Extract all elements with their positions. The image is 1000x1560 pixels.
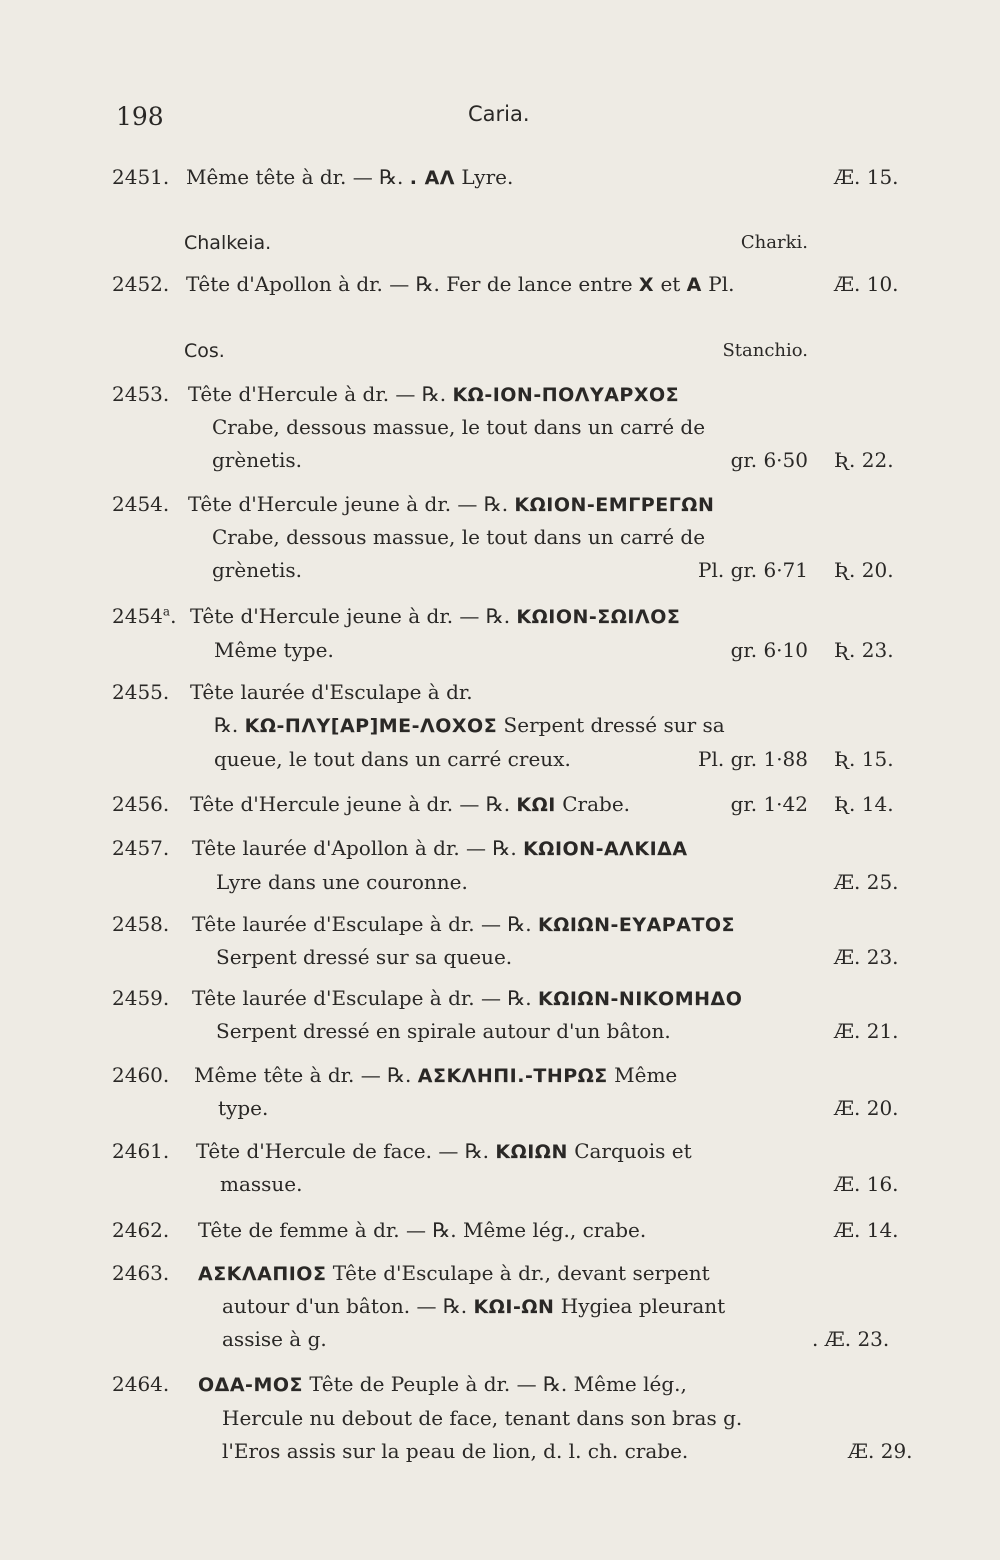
- greek-legend: ΚΩ-ΠΛΥ[ΑΡ]ΜΕ-ΛΟΧΟΣ: [244, 715, 498, 737]
- section-title: Chalkeia.: [184, 232, 272, 254]
- entry-2464-line-1: 2464. ΟΔΑ-ΜΟΣ Tête de Peuple à dr. — ℞. Même lég.,: [112, 1372, 687, 1396]
- reverse-symbol: ℞.: [387, 1063, 412, 1087]
- page-number: 198: [116, 102, 164, 131]
- entry-number: 2458.: [112, 912, 170, 936]
- metal-size: Æ. 23.: [834, 945, 899, 969]
- reverse-symbol: ℞.: [421, 382, 447, 406]
- metal-size: Æ. 20.: [834, 1096, 899, 1120]
- entry-2462-line-1: 2462. Tête de femme à dr. — ℞. Même lég., crabe. Æ. 14.: [112, 1218, 899, 1242]
- metal-size: Æ. 10.: [834, 272, 899, 296]
- greek-legend: ΚΩ-ΙΟΝ-ΠΟΛΥΑΡΧΟΣ: [452, 384, 680, 406]
- entry-2452-line-1: 2452. Tête d'Apollon à dr. — ℞. Fer de lance entre X et A Pl. Æ. 10.: [112, 272, 899, 296]
- entry-number: 2464.: [112, 1372, 170, 1396]
- metal-size: Æ. 15.: [834, 165, 899, 189]
- entry-2464-line-3: l'Eros assis sur la peau de lion, d. l. ch. crabe. Æ. 29.: [222, 1439, 913, 1463]
- entry-2454-line-1: 2454. Tête d'Hercule jeune à dr. — ℞. ΚΩΙΟΝ-ΕΜΓΡΕΓΩΝ: [112, 492, 715, 516]
- entry-2461-line-2: massue. Æ. 16.: [220, 1172, 899, 1196]
- page-header: [0, 102, 1000, 142]
- greek-letter: X: [638, 274, 655, 296]
- metal-size: Æ. 21.: [834, 1019, 899, 1043]
- modern-place-name: Charki.: [740, 232, 808, 253]
- entry-2454-line-3: grènetis. Pl. gr. 6·71 Ʀ. 20.: [212, 558, 894, 582]
- entry-2460-line-1: 2460. Même tête à dr. — ℞. ΑΣΚΛΗΠΙ.-ΤΗΡΩΣ Même: [112, 1063, 678, 1087]
- weight: gr. 6·10: [730, 638, 808, 662]
- reverse-symbol: ℞.: [379, 165, 404, 189]
- metal-size: Ʀ. 22.: [834, 448, 894, 472]
- greek-legend: ΑΣΚΛΑΠΙΟΣ: [198, 1263, 327, 1285]
- entry-number: 2451.: [112, 165, 170, 189]
- reverse-symbol: ℞.: [415, 272, 440, 296]
- greek-legend: . ΑΛ: [409, 167, 456, 189]
- section-heading-cos: [0, 340, 1000, 372]
- entry-2459-line-1: 2459. Tête laurée d'Esculape à dr. — ℞. ΚΩΙΩΝ-ΝΙΚΟΜΗΔΟ: [112, 986, 743, 1010]
- reverse-symbol: ℞.: [432, 1218, 457, 1242]
- reverse-symbol: ℞.: [485, 604, 511, 628]
- reverse-symbol: ℞.: [507, 912, 532, 936]
- entry-2463-line-3: assise à g. . Æ. 23.: [222, 1327, 890, 1351]
- entry-2455-line-3: queue, le tout dans un carré creux. Pl. gr. 1·88 Ʀ. 15.: [214, 747, 894, 771]
- reverse-symbol: ℞.: [483, 492, 509, 516]
- greek-legend: ΚΩΙΟΝ-ΣΩΙΛΟΣ: [516, 606, 681, 628]
- reverse-symbol: ℞.: [485, 792, 511, 816]
- entry-number: 2461.: [112, 1139, 170, 1163]
- weight: gr. 6·50: [730, 448, 808, 472]
- entry-number: 2463.: [112, 1261, 170, 1285]
- greek-legend: ΚΩΙ: [516, 794, 556, 816]
- greek-legend: ΑΣΚΛΗΠΙ.-ΤΗΡΩΣ: [417, 1065, 608, 1087]
- entry-number: 2453.: [112, 382, 170, 406]
- entry-number: 2462.: [112, 1218, 170, 1242]
- reverse-symbol: ℞.: [464, 1139, 489, 1163]
- metal-size: . Æ. 23.: [812, 1327, 890, 1351]
- weight: gr. 1·42: [730, 792, 808, 816]
- entry-number: 2455.: [112, 680, 170, 704]
- greek-legend: ΚΩΙΟΝ-ΑΛΚΙΔΑ: [523, 838, 688, 860]
- greek-legend: ΚΩΙΩΝ-ΝΙΚΟΜΗΔΟ: [537, 988, 743, 1010]
- weight: Pl. gr. 1·88: [698, 747, 808, 771]
- greek-legend: ΚΩΙΩΝ-ΕΥΑΡΑΤΟΣ: [537, 914, 736, 936]
- entry-2455-line-1: 2455. Tête laurée d'Esculape à dr.: [112, 680, 473, 704]
- entry-2459-line-2: Serpent dressé en spirale autour d'un bâton. Æ. 21.: [216, 1019, 899, 1043]
- entry-2451-line-1: 2451. Même tête à dr. — ℞. . ΑΛ Lyre. Æ. 15.: [112, 165, 899, 189]
- entry-2453-line-1: 2453. Tête d'Hercule à dr. — ℞. ΚΩ-ΙΟΝ-ΠΟΛΥΑΡΧΟΣ: [112, 382, 680, 406]
- greek-letter: A: [686, 274, 702, 296]
- metal-size: Ʀ. 15.: [834, 747, 894, 771]
- entry-2454a-line-2: Même type. gr. 6·10 Ʀ. 23.: [214, 638, 894, 662]
- reverse-symbol: ℞.: [542, 1372, 568, 1396]
- metal-size: Ʀ. 14.: [834, 792, 894, 816]
- reverse-symbol: ℞.: [442, 1294, 468, 1318]
- section-heading-chalkeia: [0, 232, 1000, 264]
- entry-2463-line-2: autour d'un bâton. — ℞. ΚΩΙ-ΩΝ Hygiea pleurant: [222, 1294, 726, 1318]
- entry-2464-line-2: Hercule nu debout de face, tenant dans son bras g.: [222, 1406, 743, 1430]
- entry-2460-line-2: type. Æ. 20.: [218, 1096, 899, 1120]
- greek-legend: ΚΩΙΟΝ-ΕΜΓΡΕΓΩΝ: [514, 494, 715, 516]
- metal-size: Ʀ. 20.: [834, 558, 894, 582]
- entry-number: 2459.: [112, 986, 170, 1010]
- entry-2456-line-1: 2456. Tête d'Hercule jeune à dr. — ℞. ΚΩΙ Crabe. gr. 1·42 Ʀ. 14.: [112, 792, 894, 816]
- entry-number: 2454$^a$.: [112, 604, 177, 628]
- entry-2457-line-1: 2457. Tête laurée d'Apollon à dr. — ℞. ΚΩΙΟΝ-ΑΛΚΙΔΑ: [112, 836, 688, 860]
- entry-2461-line-1: 2461. Tête d'Hercule de face. — ℞. ΚΩΙΩΝ Carquois et: [112, 1139, 692, 1163]
- metal-size: Æ. 14.: [834, 1218, 899, 1242]
- entry-2455-line-2: ℞. ΚΩ-ΠΛΥ[ΑΡ]ΜΕ-ΛΟΧΟΣ Serpent dressé sur sa: [214, 713, 725, 737]
- entry-number: 2460.: [112, 1063, 170, 1087]
- metal-size: Æ. 25.: [834, 870, 899, 894]
- metal-size: Ʀ. 23.: [834, 638, 894, 662]
- reverse-symbol: ℞.: [214, 713, 239, 737]
- running-title: Caria.: [468, 102, 530, 126]
- entry-number: 2454.: [112, 492, 170, 516]
- entry-2457-line-2: Lyre dans une couronne. Æ. 25.: [216, 870, 899, 894]
- entry-2454-line-2: Crabe, dessous massue, le tout dans un carré de: [212, 525, 706, 549]
- entry-2463-line-1: 2463. ΑΣΚΛΑΠΙΟΣ Tête d'Esculape à dr., devant serpent: [112, 1261, 710, 1285]
- entry-2458-line-1: 2458. Tête laurée d'Esculape à dr. — ℞. ΚΩΙΩΝ-ΕΥΑΡΑΤΟΣ: [112, 912, 736, 936]
- entry-2453-line-3: grènetis. gr. 6·50 Ʀ. 22.: [212, 448, 894, 472]
- reverse-symbol: ℞.: [507, 986, 532, 1010]
- metal-size: Æ. 16.: [834, 1172, 899, 1196]
- entry-number: 2452.: [112, 272, 170, 296]
- reverse-symbol: ℞.: [492, 836, 517, 860]
- greek-legend: ΚΩΙ-ΩΝ: [473, 1296, 555, 1318]
- metal-size: Æ. 29.: [848, 1439, 913, 1463]
- entry-2453-line-2: Crabe, dessous massue, le tout dans un carré de: [212, 415, 706, 439]
- greek-legend: ΚΩΙΩΝ: [495, 1141, 568, 1163]
- greek-legend: ΟΔΑ-ΜΟΣ: [198, 1374, 303, 1396]
- entry-number: 2457.: [112, 836, 170, 860]
- entry-number: 2456.: [112, 792, 170, 816]
- weight: Pl. gr. 6·71: [698, 558, 808, 582]
- entry-2454a-line-1: 2454$^a$. Tête d'Hercule jeune à dr. — ℞. ΚΩΙΟΝ-ΣΩΙΛΟΣ: [112, 604, 681, 628]
- section-title: Cos.: [184, 340, 225, 362]
- modern-place-name: Stanchio.: [722, 340, 808, 361]
- entry-2458-line-2: Serpent dressé sur sa queue. Æ. 23.: [216, 945, 899, 969]
